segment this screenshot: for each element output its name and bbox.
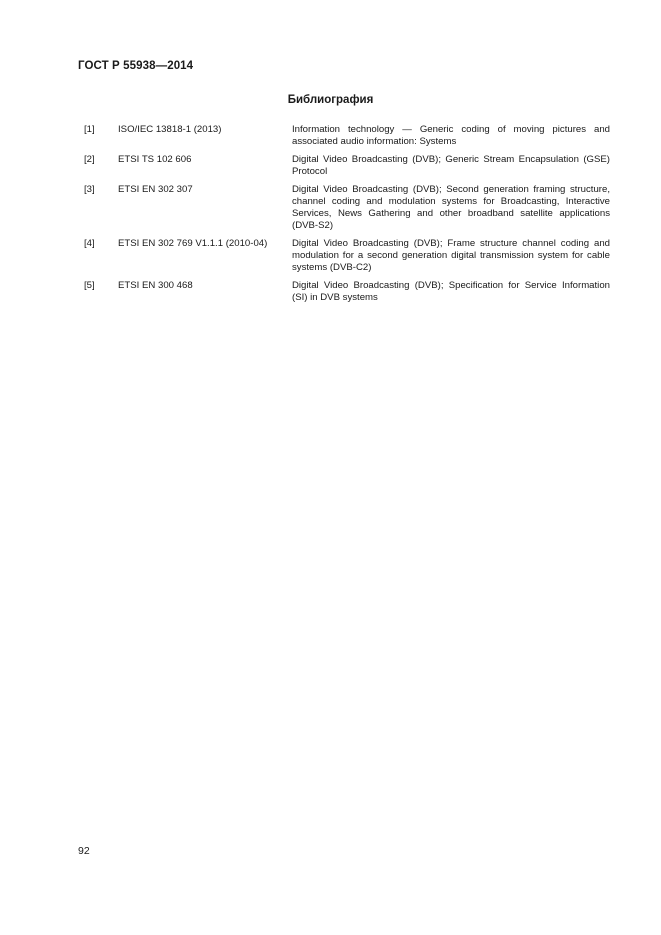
entry-number: [4] (84, 238, 95, 249)
entry-standard-code: ETSI EN 300 468 (118, 280, 193, 291)
entry-number: [2] (84, 154, 95, 165)
entry-title: Digital Video Broadcasting (DVB); Second generation framing structure, channel coding and modulation systems for Broadcasting, Interactive Services, News Gathering and other broadband satellite applications (DVB-S2) (292, 184, 610, 231)
entry-number: [3] (84, 184, 95, 195)
bibliography-entry-3 (84, 184, 610, 232)
bibliography-list (84, 124, 610, 310)
bibliography-entry-4 (84, 238, 610, 274)
entry-standard-code: ISO/IEC 13818-1 (2013) (118, 124, 222, 135)
bibliography-entry-2 (84, 154, 610, 178)
entry-number: [1] (84, 124, 95, 135)
entry-title: Digital Video Broadcasting (DVB); Frame structure channel coding and modulation for a second generation digital transmission system for cable systems (DVB-C2) (292, 238, 610, 273)
entry-title: Digital Video Broadcasting (DVB); Specification for Service Information (SI) in DVB systems (292, 280, 610, 303)
standard-code-header: ГОСТ Р 55938—2014 (78, 60, 194, 72)
entry-number: [5] (84, 280, 95, 291)
entry-title: Digital Video Broadcasting (DVB); Generic Stream Encapsulation (GSE) Protocol (292, 154, 610, 177)
entry-title: Information technology — Generic coding of moving pictures and associated audio information: Systems (292, 124, 610, 147)
entry-standard-code: ETSI EN 302 307 (118, 184, 193, 195)
bibliography-title: Библиография (287, 94, 374, 106)
page-number: 92 (78, 845, 90, 857)
entry-standard-code: ETSI EN 302 769 V1.1.1 (2010-04) (118, 238, 268, 249)
bibliography-entry-5 (84, 280, 610, 304)
bibliography-entry-1 (84, 124, 610, 148)
entry-standard-code: ETSI TS 102 606 (118, 154, 192, 165)
